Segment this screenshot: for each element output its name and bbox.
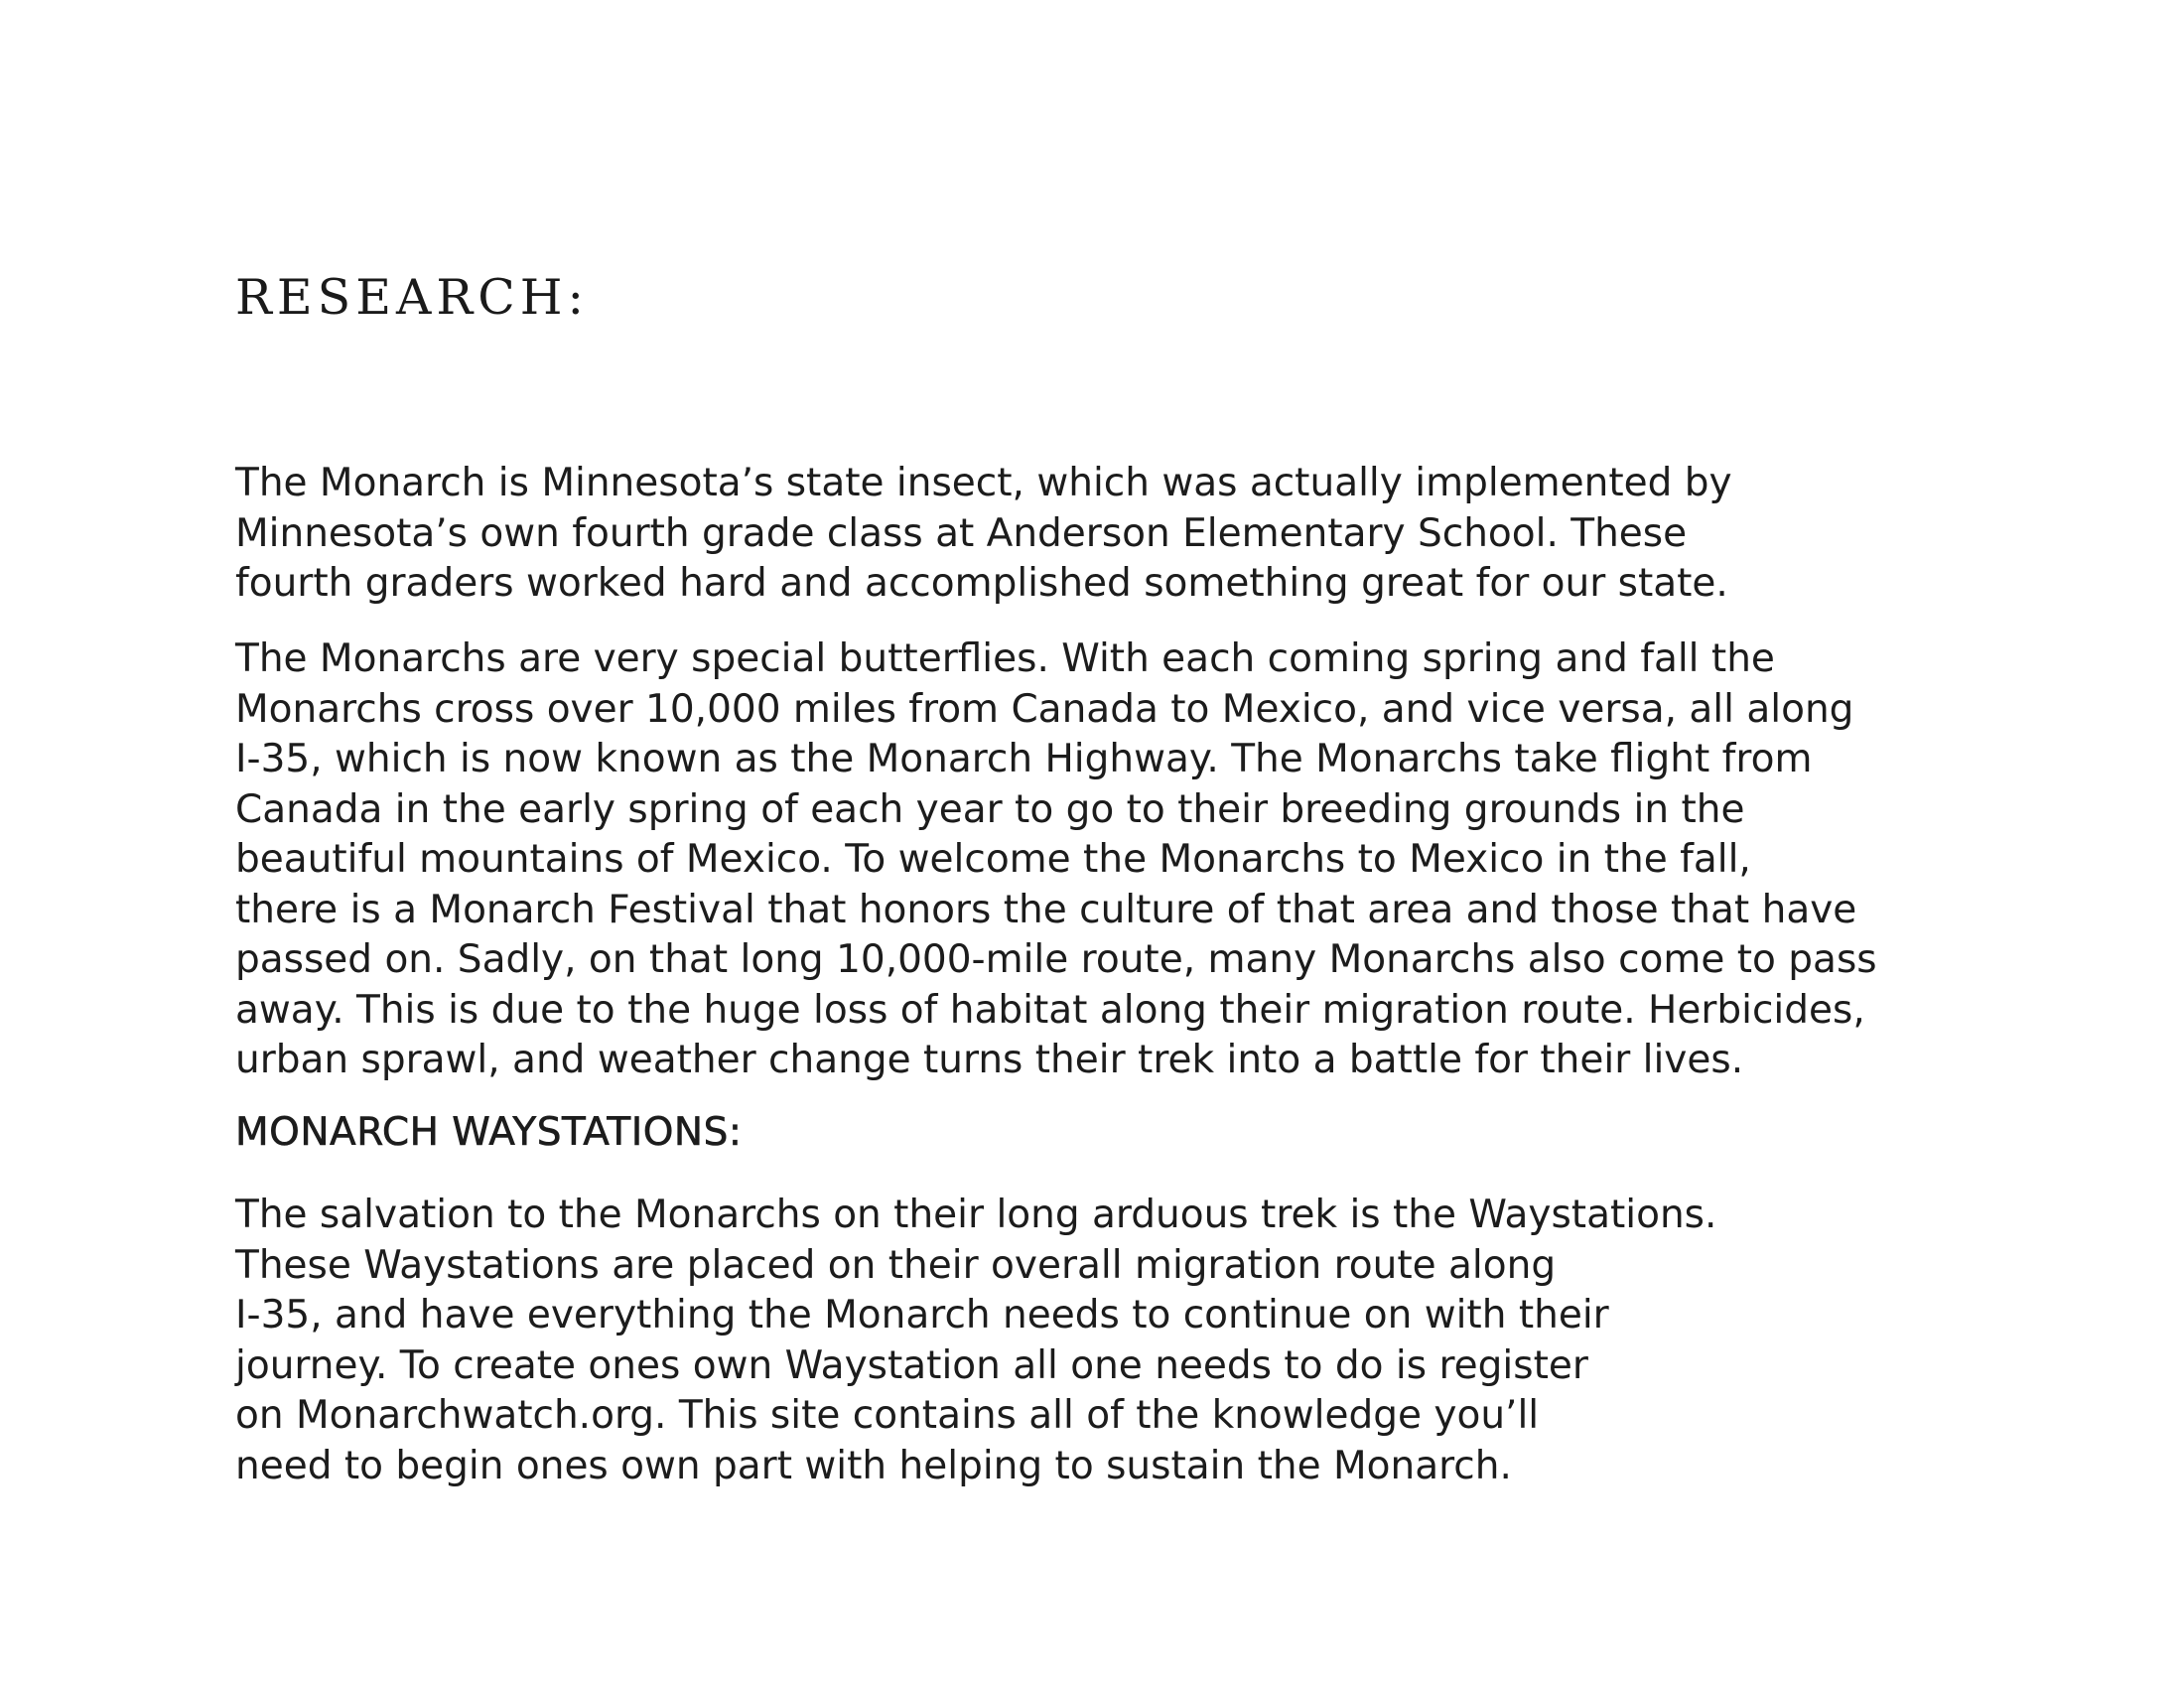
text-line: The Monarchs are very special butterflies. With each coming spring and fall the xyxy=(235,636,1775,681)
text-line: need to begin ones own part with helping to sustain the Monarch. xyxy=(235,1443,1512,1488)
paragraph-migration xyxy=(235,634,1877,1086)
text-line: away. This is due to the huge loss of habitat along their migration route. Herbicides, xyxy=(235,987,1865,1033)
text-line: there is a Monarch Festival that honors the culture of that area and those that have xyxy=(235,887,1857,932)
text-line: Canada in the early spring of each year to go to their breeding grounds in the xyxy=(235,786,1745,832)
text-line: beautiful mountains of Mexico. To welcome the Monarchs to Mexico in the fall, xyxy=(235,837,1751,882)
paragraph-state-insect xyxy=(235,459,1732,610)
text-line: I-35, which is now known as the Monarch Highway. The Monarchs take flight from xyxy=(235,737,1813,781)
paragraph-waystations xyxy=(235,1191,1716,1491)
page-title: RESEARCH: xyxy=(235,269,590,326)
text-line: The Monarch is Minnesota’s state insect, which was actually implemented by xyxy=(235,461,1732,505)
text-line: journey. To create ones own Waystation all one needs to do is register xyxy=(235,1342,1588,1388)
text-line: on Monarchwatch.org. This site contains all of the knowledge you’ll xyxy=(235,1393,1540,1438)
text-line: Minnesota’s own fourth grade class at Anderson Elementary School. These xyxy=(235,510,1688,556)
text-line: I-35, and have everything the Monarch needs to continue on with their xyxy=(235,1293,1609,1337)
section-heading-waystations: MONARCH WAYSTATIONS: xyxy=(235,1110,743,1155)
text-line: fourth graders worked hard and accomplished something great for our state. xyxy=(235,561,1728,606)
text-line: passed on. Sadly, on that long 10,000-mile route, many Monarchs also come to pass xyxy=(235,937,1877,982)
text-line: Monarchs cross over 10,000 miles from Canada to Mexico, and vice versa, all along xyxy=(235,686,1854,732)
text-line: The salvation to the Monarchs on their long arduous trek is the Waystations. xyxy=(235,1193,1717,1237)
text-line: These Waystations are placed on their overall migration route along xyxy=(235,1242,1557,1288)
text-line: urban sprawl, and weather change turns their trek into a battle for their lives. xyxy=(235,1038,1744,1082)
